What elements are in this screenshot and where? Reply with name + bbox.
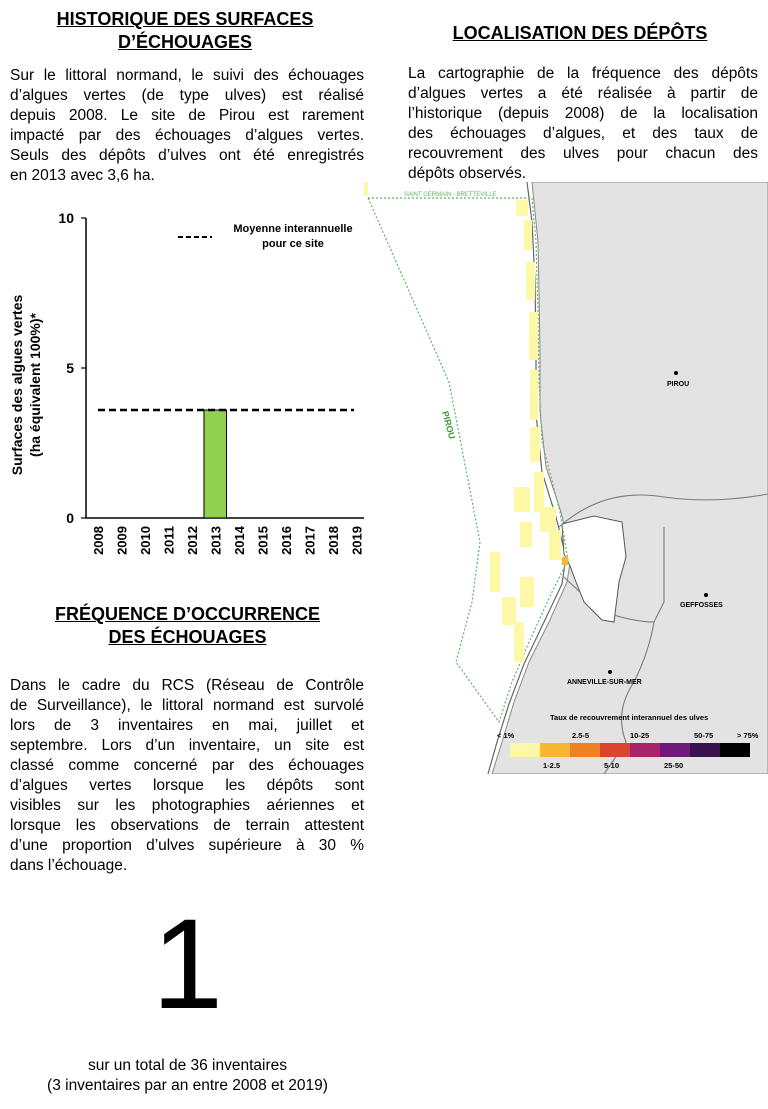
legend-label: < 1% (497, 731, 515, 740)
map-intro-line: dépôts observés. (408, 165, 527, 182)
legend-label: 10-25 (630, 731, 650, 740)
site-label: PIROU (440, 409, 458, 441)
legend-label: > 75% (737, 731, 759, 740)
body-line: d’algues vertes lorsque les dépôts sont (10, 777, 364, 794)
body-line: d’une proportion d’ulves supérieure à 30 % (10, 837, 364, 854)
legend-swatch (660, 743, 690, 757)
map-title-text: LOCALISATION DES DÉPÔTS (452, 23, 708, 43)
x-tick-label: 2017 (302, 526, 318, 555)
bar (204, 410, 227, 518)
body-line: lors de 3 inventaires en mai, juillet et (10, 717, 364, 734)
map-intro (408, 64, 758, 184)
legend-swatch (720, 743, 750, 757)
legend-label: Moyenne interannuelle (233, 223, 353, 235)
body-line: classé comme concerné par des échouages (10, 757, 364, 774)
surface-history-title (20, 8, 350, 54)
legend-label: 2.5-5 (572, 731, 590, 740)
body-line: Dans le cadre du RCS (Réseau de Contrôle (10, 677, 364, 694)
intro-line: Sur le littoral normand, le suivi des échouages (10, 67, 364, 84)
legend-label: 50-75 (694, 731, 714, 740)
y-axis-label: (ha équivalent 100%)* (27, 313, 43, 457)
place-marker (608, 670, 612, 674)
x-tick-label: 2015 (255, 526, 271, 555)
body-line: lorsque les observations de terrain attestent (10, 817, 364, 834)
x-tick-label: 2009 (114, 526, 130, 555)
boundary-label: SAINT GERMAIN - BRETTEVILLE (404, 192, 497, 198)
legend-swatch (600, 743, 630, 757)
frequency-title (20, 603, 355, 649)
y-tick-label: 0 (66, 510, 74, 526)
legend-label: pour ce site (262, 238, 324, 250)
place-marker (674, 371, 678, 375)
surface-history-title-line1: HISTORIQUE DES SURFACES (56, 9, 314, 29)
frequency-title-line2: DES ÉCHOUAGES (108, 627, 267, 647)
place-label: GEFFOSSES (680, 602, 723, 609)
map-intro-line: d’algues vertes a été réalisée à partir de (408, 85, 758, 102)
x-tick-label: 2019 (349, 526, 365, 555)
legend-swatch (690, 743, 720, 757)
occurrence-footer (0, 1056, 375, 1096)
intro-line: en 2013 avec 3,6 ha. (10, 167, 155, 184)
legend-label: 5-10 (604, 761, 620, 770)
intro-line: depuis 2008. Le site de Pirou est rarement (10, 107, 364, 124)
deposit-map (364, 182, 768, 774)
x-tick-label: 2014 (231, 526, 247, 555)
body-line: de Surveillance), le littoral normand est survolé (10, 697, 364, 714)
x-tick-label: 2011 (161, 526, 177, 555)
y-tick-label: 5 (66, 360, 74, 376)
legend-label: 25-50 (664, 761, 684, 770)
place-label: PIROU (667, 381, 690, 388)
y-tick-label: 10 (58, 210, 74, 226)
x-tick-label: 2010 (137, 526, 153, 555)
legend-swatch (510, 743, 540, 757)
deposit-patch-high (562, 557, 568, 565)
body-line: septembre. Lors d’un inventaire, un site est (10, 737, 364, 754)
intro-line: d’algues vertes (de type ulves) est réalisé (10, 87, 364, 104)
legend-title: Taux de recouvrement interannuel des ulves (550, 713, 709, 722)
y-axis-label: Surfaces des algues vertes (9, 294, 25, 476)
legend-swatch (570, 743, 600, 757)
x-tick-label: 2013 (208, 526, 224, 555)
legend-swatch (630, 743, 660, 757)
legend-label: 1-2.5 (543, 761, 561, 770)
place-marker (704, 593, 708, 597)
map-title (420, 22, 740, 45)
footer-line2: (3 inventaires par an entre 2008 et 2019) (47, 1077, 328, 1094)
body-line: dans l’échouage. (10, 857, 128, 874)
map-intro-line: recouvrement des ulves pour chacun des (408, 145, 758, 162)
occurrence-count: 1 (151, 893, 224, 1036)
body-line: visibles sur les photographies aériennes et (10, 797, 364, 814)
intro-line: Seuls des dépôts d’ulves ont été enregistrés (10, 147, 364, 164)
surface-bar-chart (0, 200, 380, 580)
place-label: ANNEVILLE-SUR-MER (567, 679, 642, 686)
x-tick-label: 2018 (325, 526, 341, 555)
surface-history-title-line2: D’ÉCHOUAGES (117, 32, 252, 52)
frequency-title-line1: FRÉQUENCE D’OCCURRENCE (54, 604, 321, 624)
surface-history-intro (10, 66, 364, 186)
x-tick-label: 2012 (184, 526, 200, 555)
map-intro-line: l’historique (depuis 2008) de la localisation (408, 105, 758, 122)
x-tick-label: 2008 (90, 526, 106, 555)
footer-line1: sur un total de 36 inventaires (87, 1057, 288, 1074)
x-tick-label: 2016 (278, 526, 294, 555)
frequency-body (10, 676, 364, 876)
intro-line: impacté par des échouages d’algues vertes. (10, 127, 364, 144)
legend-swatch (540, 743, 570, 757)
map-intro-line: des échouages d’algues, et des taux de (408, 125, 758, 142)
map-intro-line: La cartographie de la fréquence des dépôts (408, 65, 758, 82)
